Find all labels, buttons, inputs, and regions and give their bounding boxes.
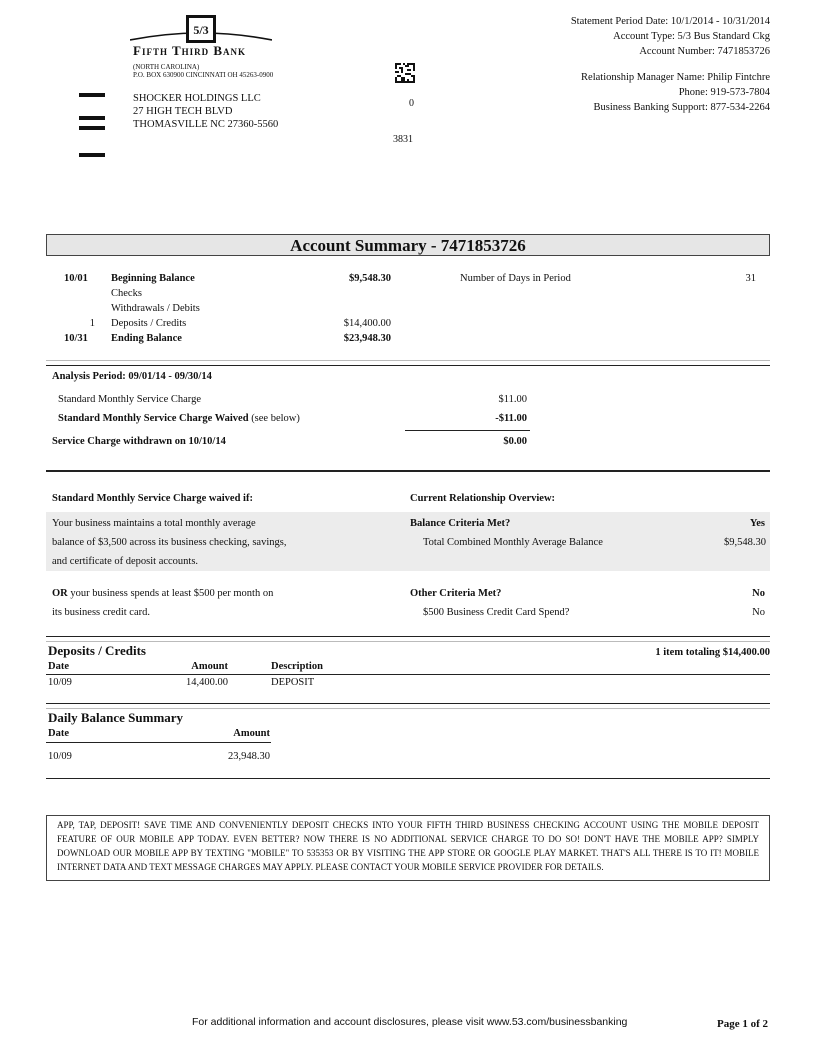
days-in-period-label: Number of Days in Period xyxy=(460,273,571,284)
daily-balance-title: Daily Balance Summary xyxy=(48,710,184,725)
summary-date: 1 xyxy=(89,318,95,329)
divider xyxy=(46,641,770,642)
balance-criteria-value: Yes xyxy=(749,518,765,529)
daily-col-date: Date xyxy=(48,728,69,739)
bank-name: Fifth Third Bank xyxy=(133,43,247,58)
waiver-or-text: OR your business spends at least $500 per month on xyxy=(52,588,274,599)
summary-label: Withdrawals / Debits xyxy=(111,303,200,314)
service-charge-waived: Standard Monthly Service Charge Waived (see below) xyxy=(58,413,300,424)
divider xyxy=(46,470,770,472)
manager-phone: Phone: 919-573-7804 xyxy=(678,87,770,98)
waiver-heading: Standard Monthly Service Charge waived if: xyxy=(52,493,253,504)
customer-name: SHOCKER HOLDINGS LLC xyxy=(133,93,261,104)
deposits-col-amount: Amount xyxy=(191,661,228,672)
divider xyxy=(46,742,271,743)
account-summary-title: Account Summary - 7471853726 xyxy=(290,236,526,255)
deposits-title: Deposits / Credits xyxy=(48,643,146,658)
page-number: Page 1 of 2 xyxy=(716,1018,768,1030)
divider xyxy=(46,703,770,704)
summary-amount: $9,548.30 xyxy=(349,273,391,284)
divider xyxy=(46,778,770,779)
mobile-deposit-notice: APP, TAP, DEPOSIT! SAVE TIME AND CONVENIENTLY DEPOSIT CHECKS INTO YOUR FIFTH THIRD BUSINESS CHECKING ACCOUNT USING THE MOBILE DEPOSIT FEATURE OF OUR MOBILE APP TODAY. EVEN BETTER? NOW THERE IS NO ADDITIONAL SERVICE CHARGE TO DO SO! DON'T HAVE THE MOBILE APP? SIMPLY DOWNLOAD OUR MOBILE APP BY TEXTING "MOBILE" TO 535353 OR BY VISITING THE APP STORE OR GOOGLE PLAY MARKET. THAT'S ALL THERE IS TO IT! MOBILE INTERNET DATA AND TEXT MESSAGE CHARGES MAY APPLY. PLEASE CONTACT YOUR MOBILE SERVICE PROVIDER FOR DETAILS. xyxy=(46,815,770,881)
relationship-info xyxy=(581,70,770,115)
other-criteria-label: Other Criteria Met? xyxy=(410,588,502,599)
divider xyxy=(46,674,770,675)
summary-label: Checks xyxy=(111,288,142,299)
statement-info xyxy=(571,14,770,59)
credit-card-spend-value: No xyxy=(752,607,765,618)
footer-disclosure: For additional information and account disclosures, please visit www.53.com/businessbanking xyxy=(192,1016,628,1028)
relationship-heading: Current Relationship Overview: xyxy=(410,493,556,504)
bank-address: (NORTH CAROLINA) P.O. BOX 630900 CINCINNATI OH 45263-0900 xyxy=(133,63,274,79)
service-charge-withdrawn: Service Charge withdrawn on 10/10/14 xyxy=(52,436,226,447)
deposit-date: 10/09 xyxy=(48,677,72,688)
summary-label: Deposits / Credits xyxy=(111,318,187,329)
bank-logo xyxy=(130,14,272,44)
summary-date: 10/01 xyxy=(64,273,88,284)
divider xyxy=(46,636,770,637)
code-zero: 0 xyxy=(409,98,414,109)
deposits-total: 1 item totaling $14,400.00 xyxy=(655,647,770,658)
analysis-period: Analysis Period: 09/01/14 - 09/30/14 xyxy=(52,371,212,382)
customer-address xyxy=(133,92,278,131)
deposit-amount: 14,400.00 xyxy=(186,677,228,688)
account-type: Account Type: 5/3 Bus Standard Ckg xyxy=(613,31,770,42)
divider xyxy=(46,365,770,366)
barcode-icon xyxy=(395,63,415,83)
support-phone: Business Banking Support: 877-534-2264 xyxy=(593,102,770,113)
code-number: 3831 xyxy=(393,134,413,145)
logo-text: 5/3 xyxy=(193,23,209,37)
service-charge-waived-value: -$11.00 xyxy=(495,413,527,424)
waiver-text: and certificate of deposit accounts. xyxy=(52,556,199,567)
customer-street: 27 HIGH TECH BLVD xyxy=(133,106,233,117)
days-in-period-value: 31 xyxy=(745,273,756,284)
divider xyxy=(46,708,770,709)
daily-date: 10/09 xyxy=(48,751,72,762)
summary-amount: $23,948.30 xyxy=(343,333,391,344)
combined-balance-label: Total Combined Monthly Average Balance xyxy=(423,537,603,548)
deposits-col-date: Date xyxy=(48,661,69,672)
customer-city: THOMASVILLE NC 27360-5560 xyxy=(133,119,279,130)
balance-criteria-label: Balance Criteria Met? xyxy=(410,518,511,529)
service-charge-label: Standard Monthly Service Charge xyxy=(58,394,201,405)
other-criteria-value: No xyxy=(752,588,765,599)
deposit-description: DEPOSIT xyxy=(271,677,315,688)
summary-label: Ending Balance xyxy=(111,333,182,344)
manager-name: Relationship Manager Name: Philip Fintchre xyxy=(581,72,770,83)
divider xyxy=(46,360,770,361)
waiver-or-text: its business credit card. xyxy=(52,607,150,618)
service-charge-value: $11.00 xyxy=(498,394,527,405)
statement-period: Statement Period Date: 10/1/2014 - 10/31/2014 xyxy=(570,16,770,27)
summary-amount: $14,400.00 xyxy=(343,318,391,329)
daily-col-amount: Amount xyxy=(233,728,270,739)
account-number: Account Number: 7471853726 xyxy=(639,46,770,57)
credit-card-spend-label: $500 Business Credit Card Spend? xyxy=(423,607,570,618)
summary-label: Beginning Balance xyxy=(111,273,195,284)
waiver-text: balance of $3,500 across its business checking, savings, xyxy=(52,537,287,548)
daily-amount: 23,948.30 xyxy=(228,751,270,762)
deposits-col-description: Description xyxy=(271,661,323,672)
combined-balance-value: $9,548.30 xyxy=(724,537,766,548)
subtotal-line xyxy=(405,430,530,431)
account-summary-header xyxy=(46,234,770,256)
summary-date: 10/31 xyxy=(64,333,88,344)
waiver-text: Your business maintains a total monthly average xyxy=(52,518,256,529)
service-charge-withdrawn-value: $0.00 xyxy=(503,436,527,447)
